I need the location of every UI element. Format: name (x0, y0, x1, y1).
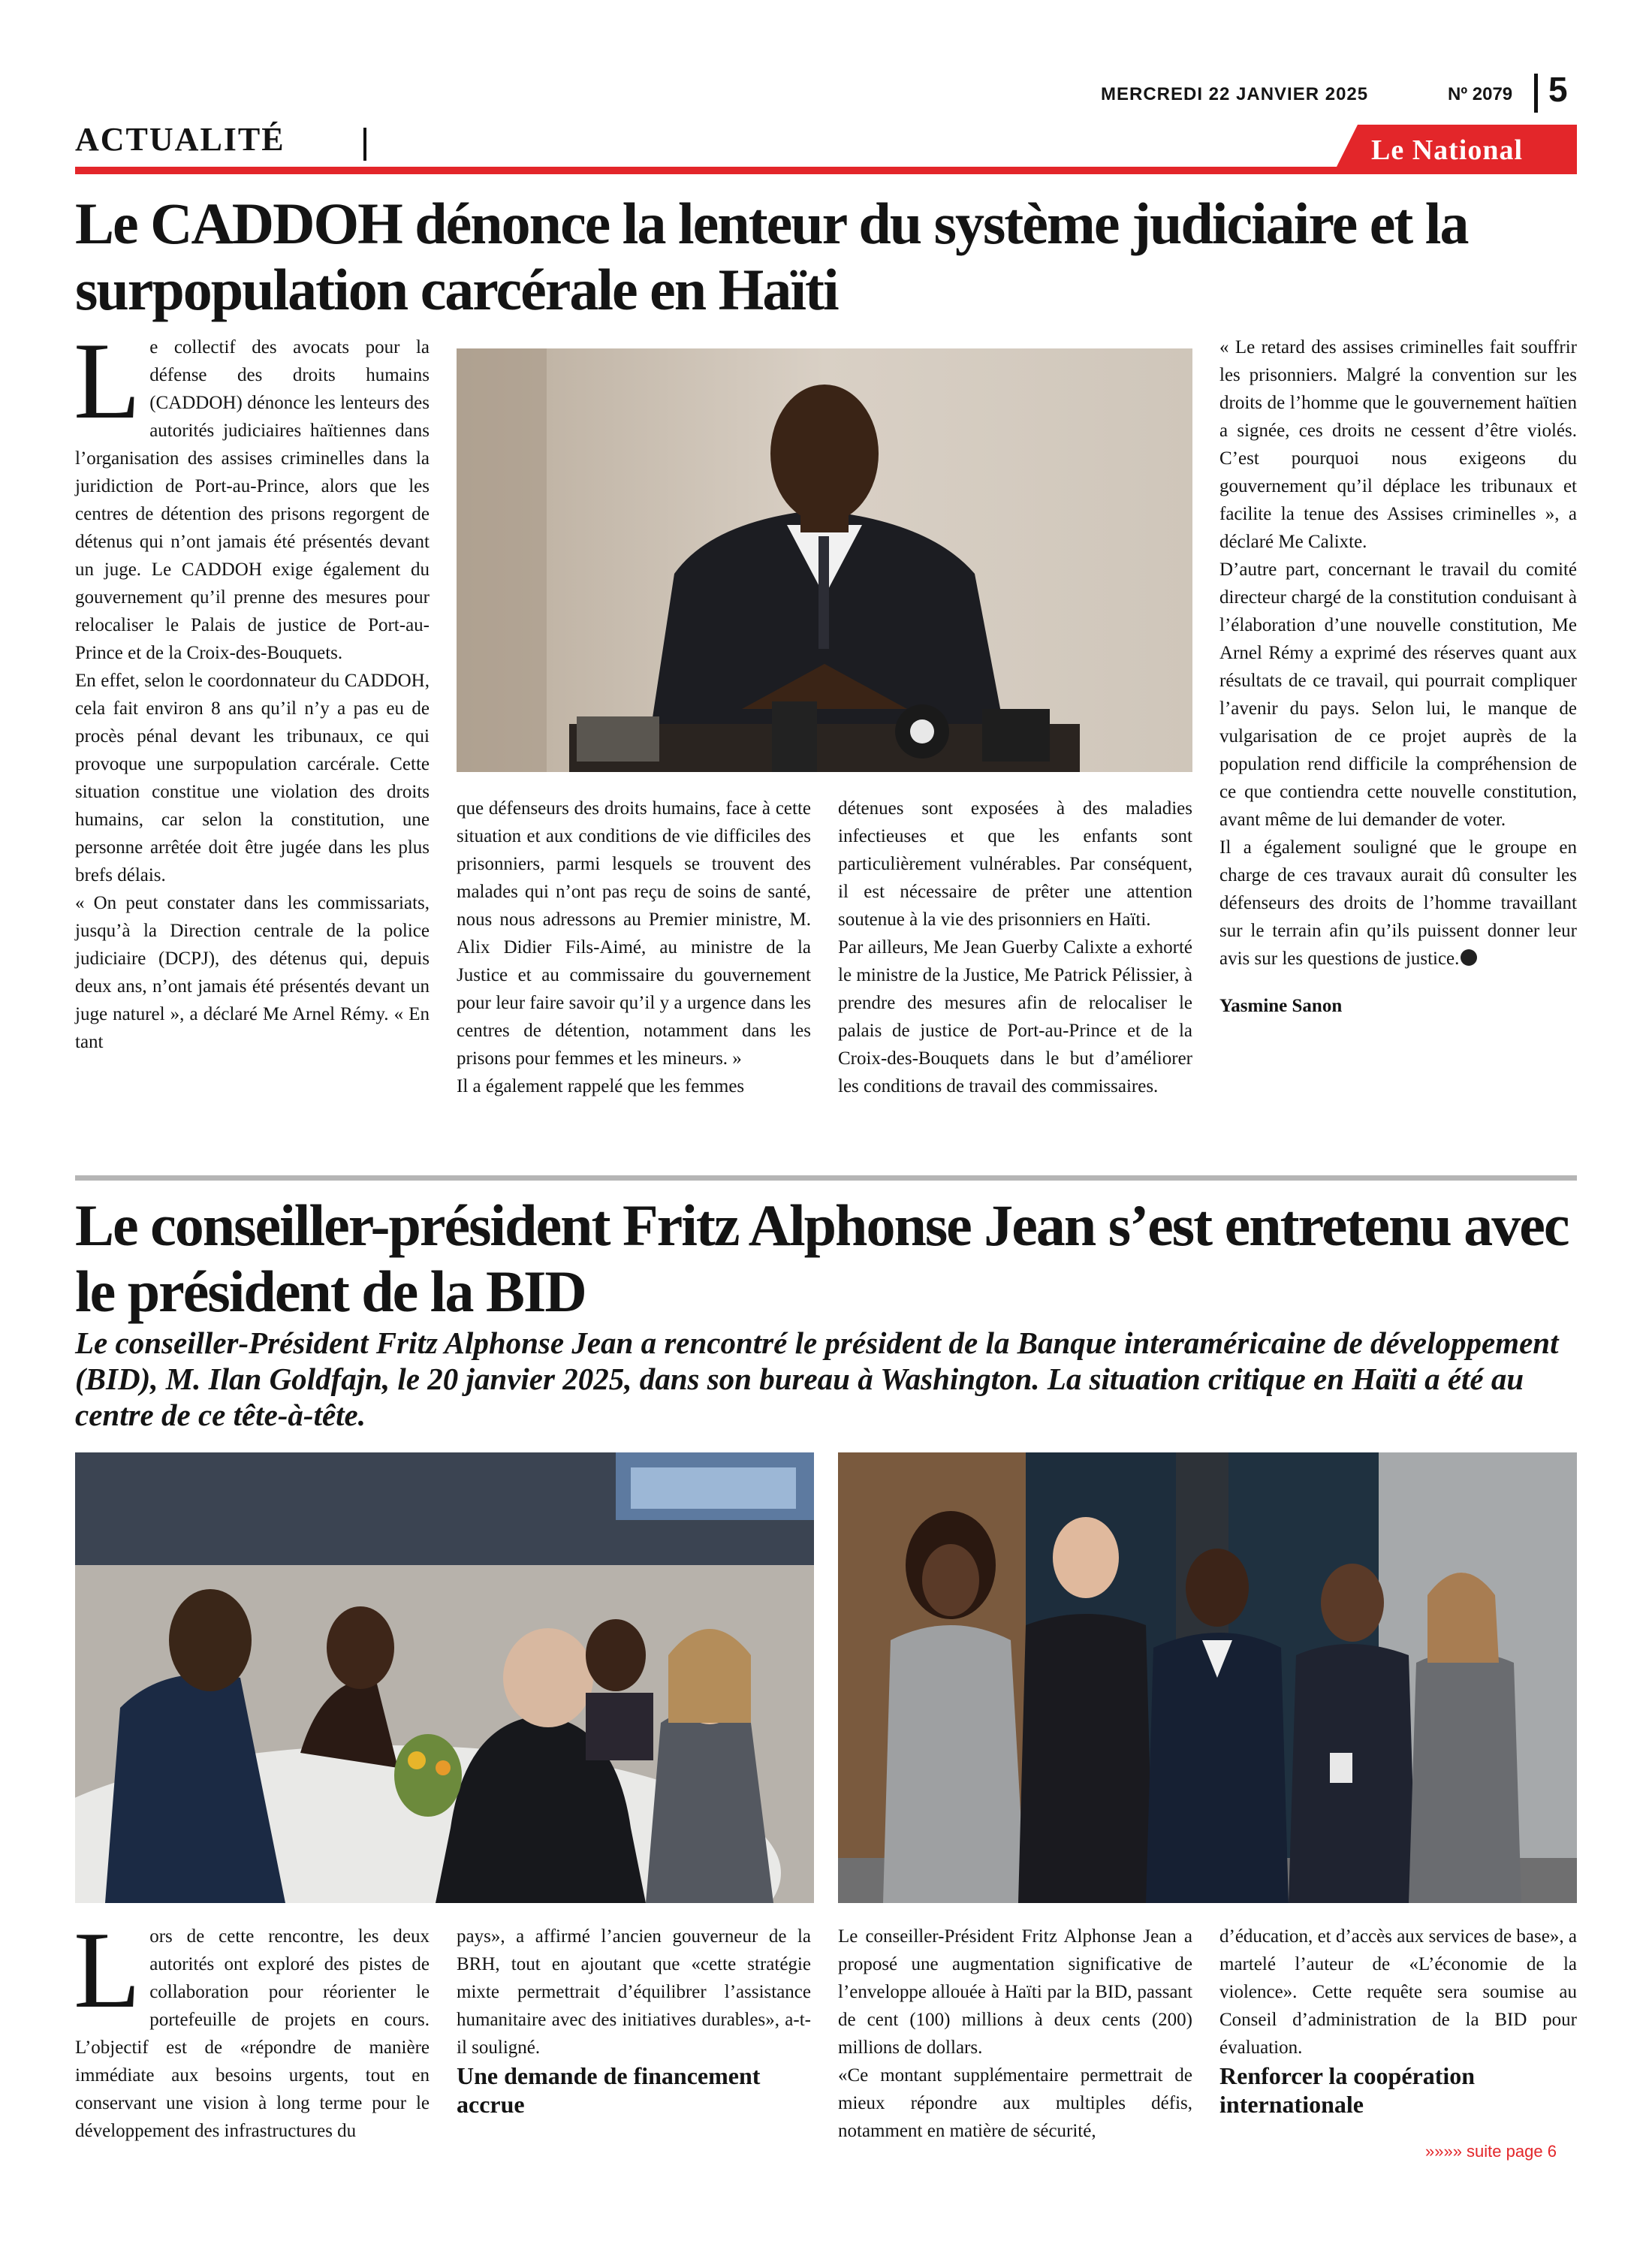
article2-subhead-1: Une demande de financement accrue (457, 2062, 761, 2118)
section-divider (363, 128, 366, 161)
article2-paragraph: «Ce montant supplémentaire permettrait de mieux répondre aux multiples défis, notamment en matière de sécurité, (838, 2065, 1192, 2141)
article1-headline: Le CADDOH dénonce la lenteur du système judiciaire et la surpopulation carcérale en Haïti (75, 191, 1468, 322)
article1-column-4 (1219, 333, 1577, 1020)
article2-paragraph: d’éducation, et d’accès aux services de base», a martelé l’auteur de «L’économie de la violence». Cette requête sera soumise au Conseil d’administration de la BID pour évaluation. (1219, 1926, 1577, 2058)
article2-paragraph: Le conseiller-Président Fritz Alphonse Jean a proposé une augmentation significative de l’enveloppe allouée à Haïti par la BID, passant de cent (100) millions à deux cents (200) millions de dollars. (838, 1926, 1192, 2058)
article1-paragraph: que défenseurs des droits humains, face à cette situation et aux conditions de vie difficiles des prisonniers, parmi lesquels se trouvent des malades qui n’ont pas reçu de soins de santé, nous nous adressons au Premier ministre, M. Alix Didier Fils-Aimé, au ministre de la Justice et au commissaire du gouvernement pour leur faire savoir qu’il y a urgence dans les centres de détention, notamment dans les prisons pour femmes et les mineurs. » (457, 798, 811, 1069)
article2-headline: Le conseiller-président Fritz Alphonse Jean s’est entretenu avec le président de la BID (75, 1193, 1569, 1324)
article2-photo-group (838, 1452, 1577, 1903)
article1-column-2 (457, 795, 811, 1100)
article2-dropcap: L (74, 1909, 141, 2031)
article-divider (75, 1175, 1577, 1181)
article2-deck: Le conseiller-Président Fritz Alphonse Jean a rencontré le président de la Banque interaméricaine de développement (BID), M. Ilan Goldfajn, le 20 janvier 2025, dans son bureau à Washington. La situation critique en Haïti a été au centre de ce tête-à-tête. (75, 1326, 1559, 1432)
continued-link[interactable]: »»»» suite page 6 (1425, 2142, 1557, 2161)
article1-photo (457, 348, 1192, 772)
article2-photo-meeting (75, 1452, 814, 1903)
article2-subhead-2: Renforcer la coopération internationale (1219, 2062, 1476, 2118)
article2-paragraph: ors de cette rencontre, les deux autorités ont exploré des pistes de collaboration pour réorienter le portefeuille de projets en cours. L’objectif est de «répondre de manière immédiate aux besoins urgents, tout en conservant une vision à long terme pour le développement des infrastructures du (75, 1926, 430, 2141)
article1-paragraph: Il a également rappelé que les femmes (457, 1076, 745, 1096)
article1-paragraph: Par ailleurs, Me Jean Guerby Calixte a exhorté le ministre de la Justice, Me Patrick Pélissier, à prendre des mesures afin de relocaliser le palais de justice de Port-au-Prince et de la Croix-des-Bouquets dans le but d’améliorer les conditions de travail des commissaires. (838, 937, 1192, 1096)
section-title: ACTUALITÉ (75, 121, 285, 158)
article1-paragraph: « On peut constater dans les commissariats, jusqu’à la Direction centrale de la police judiciaire (DCPJ), des détenus qui, depuis deux ans, n’ont jamais été présentés devant un juge naturel », a déclaré Me Arnel Rémy. « En tant (75, 893, 430, 1052)
article2-column-1 (74, 1909, 430, 2145)
article2-column-2 (457, 1923, 811, 2119)
issue-date: MERCREDI 22 JANVIER 2025 (1101, 84, 1369, 104)
article2-paragraph: pays», a affirmé l’ancien gouverneur de la BRH, tout en ajoutant que «cette stratégie mixte permettrait d’équilibrer l’assistance humanitaire avec des initiatives durables», a-t-il souligné. (457, 1926, 811, 2058)
article1-paragraph: D’autre part, concernant le travail du comité directeur chargé de la constitution conduisant à l’élaboration d’une nouvelle constitution, Me Arnel Rémy a exprimé des réserves quant aux résultats de ce travail, qui pourrait compliquer l’avenir du pays. Selon lui, le manque de vulgarisation de ce projet auprès de la population rend difficile la compréhension de ce que contiendra cette nouvelle constitution, avant même de lui demander de voter. (1219, 559, 1577, 830)
article1-paragraph: Il a également souligné que le groupe en charge de ces travaux aurait dû consulter les défenseurs des droits de l’homme travaillant sur le terrain afin qu’ils puissent donner leur avis sur les questions de justice. (1219, 837, 1577, 969)
article1-column-3 (838, 795, 1192, 1100)
page-number-divider (1534, 74, 1538, 113)
article1-paragraph: En effet, selon le coordonnateur du CADDOH, cela fait environ 8 ans qu’il n’y a pas eu de procès pénal devant les tribunaux, ce qui provoque une surpopulation carcérale. Cette situation constitue une violation des droits humains, car selon la constitution, une personne arrêtée doit être jugée dans les plus brefs délais. (75, 671, 430, 885)
end-of-article-icon (1461, 949, 1477, 966)
publication-name: Le National (1371, 134, 1524, 166)
article1-paragraph: détenues sont exposées à des maladies infectieuses et que les enfants sont particulièrement vulnérables. Par conséquent, il est nécessaire de prêter une attention soutenue à la vie des prisonniers en Haïti. (838, 798, 1192, 930)
article1-column-1 (74, 320, 430, 1056)
article1-byline: Yasmine Sanon (1219, 996, 1343, 1016)
issue-number: Nº 2079 (1448, 84, 1513, 104)
article1-paragraph: e collectif des avocats pour la défense des droits humains (CADDOH) dénonce les lenteurs des autorités judiciaires haïtiennes dans l’organisation des assises criminelles dans la juridiction de Port-au-Prince, alors que les centres de détention des prisons regorgent de détenus qui n’ont jamais été présentés devant un juge. Le CADDOH exige également du gouvernement qu’il prenne des mesures pour relocaliser le Palais de justice de Port-au-Prince et de la Croix-des-Bouquets. (75, 337, 430, 663)
article2-column-3 (838, 1923, 1192, 2145)
article1-paragraph: « Le retard des assises criminelles fait souffrir les prisonniers. Malgré la convention sur les droits de l’homme que le gouvernement haïtien a signée, ces droits ne cessent d’être violés. C’est pourquoi nous exigeons du gouvernement qu’il déplace les tribunaux et facilite la tenue des Assises criminelles », a déclaré Me Calixte. (1219, 337, 1577, 552)
article2-column-4 (1219, 1923, 1577, 2119)
article1-dropcap: L (74, 320, 141, 442)
page-number: 5 (1548, 70, 1568, 109)
